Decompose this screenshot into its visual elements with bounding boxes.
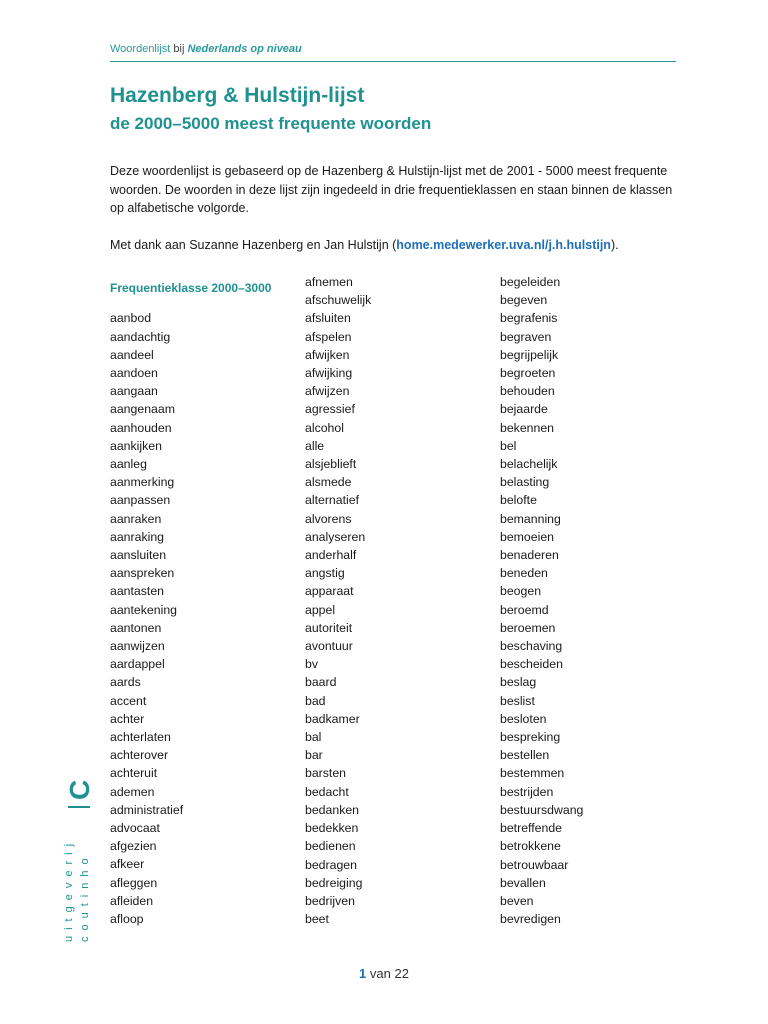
- word-list-item: appel: [305, 602, 336, 617]
- word-list-item: aantonen: [110, 620, 162, 635]
- word-list-item: afspelen: [305, 329, 352, 344]
- word-list-item: betrouwbaar: [500, 857, 569, 872]
- word-list-item: analyseren: [305, 529, 366, 544]
- word-list-item: begrijpelijk: [500, 347, 559, 362]
- word-list-item: afnemen: [305, 275, 353, 289]
- word-list-item: aanhouden: [110, 420, 172, 435]
- word-list-item: betrokkene: [500, 839, 561, 854]
- word-list-item: benaderen: [500, 548, 559, 563]
- word-list-item: beogen: [500, 584, 542, 599]
- word-list-item: aankijken: [110, 438, 162, 453]
- word-list-item: begeven: [500, 293, 548, 308]
- word-list-item: afleiden: [110, 893, 154, 908]
- page-subtitle: de 2000–5000 meest frequente woorden: [110, 114, 432, 133]
- word-list-item: badkamer: [305, 711, 360, 726]
- word-column-2: [305, 273, 485, 928]
- word-list-item: alternatief: [305, 493, 360, 508]
- word-list-item: afleggen: [110, 875, 158, 890]
- word-list-item: bevallen: [500, 875, 546, 890]
- word-list-item: achter: [110, 711, 145, 726]
- word-list-item: aanleg: [110, 457, 147, 472]
- word-list-item: beslag: [500, 675, 537, 690]
- word-list-item: aanpassen: [110, 493, 171, 508]
- word-list-item: achterover: [110, 748, 169, 763]
- frequency-class-heading: Frequentieklasse 2000–3000: [110, 281, 272, 295]
- word-list-item: behouden: [500, 384, 555, 399]
- page-number: [0, 966, 768, 981]
- word-list-item: bedanken: [305, 802, 360, 817]
- word-list-item: betreffende: [500, 821, 562, 836]
- word-list-item: aantekening: [110, 602, 178, 617]
- word-list-item: baard: [305, 675, 337, 690]
- word-list-item: bedrijven: [305, 893, 355, 908]
- word-list-item: apparaat: [305, 584, 354, 599]
- word-list-item: aards: [110, 675, 141, 690]
- word-list-item: bel: [500, 438, 517, 453]
- word-list-item: aanspreken: [110, 566, 175, 581]
- word-list-item: beet: [305, 912, 329, 927]
- word-list-item: aanraking: [110, 529, 165, 544]
- word-list-item: begrafenis: [500, 311, 558, 326]
- thanks-paragraph: [110, 236, 619, 255]
- word-list-item: belasting: [500, 475, 550, 490]
- word-list-item: aandoen: [110, 366, 158, 380]
- word-list-item: aansluiten: [110, 548, 167, 563]
- word-list-item: bestuursdwang: [500, 802, 584, 817]
- word-list-item: avontuur: [305, 639, 353, 654]
- word-list-item: bestemmen: [500, 766, 565, 781]
- word-list-item: afkeer: [110, 857, 145, 872]
- word-list-item: aanraken: [110, 511, 162, 526]
- word-list-item: beroemen: [500, 620, 556, 635]
- intro-paragraph: Deze woordenlijst is gebaseerd op de Hazenberg & Hulstijn-lijst met de 2001 - 5000 meest frequente woorden. De woorden in deze lijst zijn ingedeeld in drie frequentieklassen en staan binnen de klassen op alfabetische volgorde.: [110, 164, 673, 215]
- word-list-item: achteruit: [110, 766, 158, 781]
- word-list-item: bespreking: [500, 730, 561, 745]
- word-list-item: begeleiden: [500, 275, 561, 289]
- word-list-item: beneden: [500, 566, 548, 581]
- word-list-item: bevredigen: [500, 912, 561, 927]
- word-list-item: afwijking: [305, 366, 353, 381]
- word-list-item: beschaving: [500, 639, 563, 654]
- word-list-item: bedacht: [305, 784, 349, 799]
- word-list-item: bescheiden: [500, 657, 563, 672]
- word-list-item: bemoeien: [500, 529, 555, 544]
- word-column-1: [110, 273, 290, 928]
- word-list-item: bedreiging: [305, 875, 363, 890]
- word-list-item: bv: [305, 657, 318, 672]
- word-list-item: belachelijk: [500, 457, 558, 472]
- page-title: Hazenberg & Hulstijn-lijst: [110, 84, 365, 107]
- word-list-item: aanbod: [110, 311, 152, 326]
- word-list-item: besloten: [500, 711, 547, 726]
- word-list-item: bestrijden: [500, 784, 554, 799]
- word-list-item: administratief: [110, 802, 184, 817]
- publisher-name-line2: coutinho: [79, 852, 91, 942]
- word-list-item: barsten: [305, 766, 347, 781]
- word-list-item: begraven: [500, 329, 552, 344]
- word-list-item: anderhalf: [305, 548, 357, 563]
- word-list-item: begroeten: [500, 366, 556, 381]
- word-list-item: afsluiten: [305, 311, 351, 326]
- word-list-item: achterlaten: [110, 730, 171, 745]
- word-list-item: aandeel: [110, 347, 154, 362]
- word-list-item: agressief: [305, 402, 355, 417]
- page-total: van 22: [366, 966, 409, 981]
- thanks-end: ).: [610, 238, 619, 252]
- word-list-item: bedekken: [305, 821, 359, 836]
- word-list-item: afschuwelijk: [305, 293, 372, 308]
- word-list-item: aantasten: [110, 584, 165, 599]
- coutinho-c-icon: C: [64, 779, 95, 800]
- word-list-item: ademen: [110, 784, 155, 799]
- word-list-item: alcohol: [305, 420, 344, 435]
- word-list-item: beslist: [500, 693, 535, 708]
- word-list-item: afwijken: [305, 347, 350, 362]
- source-link[interactable]: home.medewerker.uva.nl/j.h.hulstijn: [396, 238, 611, 252]
- word-list-item: bal: [305, 730, 322, 745]
- current-page: 1: [359, 966, 367, 981]
- publisher-name-line1: uitgeverij: [63, 837, 75, 942]
- word-list-item: bestellen: [500, 748, 550, 763]
- word-list-item: afloop: [110, 912, 144, 927]
- word-list-item: accent: [110, 693, 147, 708]
- word-list-item: alsmede: [305, 475, 352, 490]
- running-head-bij: bij: [170, 43, 188, 55]
- word-list-item: bekennen: [500, 420, 555, 435]
- word-list-item: aandachtig: [110, 329, 171, 344]
- running-head-list: Woordenlijst: [110, 43, 171, 55]
- word-list-item: aardappel: [110, 657, 165, 672]
- logo-divider: [68, 806, 90, 808]
- running-head-book: Nederlands op niveau: [187, 43, 302, 55]
- word-list-item: bad: [305, 693, 326, 708]
- word-list-item: alvorens: [305, 511, 352, 526]
- word-list-item: angstig: [305, 566, 345, 581]
- header-divider: [110, 61, 676, 62]
- thanks-text: Met dank aan Suzanne Hazenberg en Jan Hulstijn (: [110, 238, 397, 252]
- word-list-item: advocaat: [110, 821, 160, 836]
- word-list-item: bedienen: [305, 839, 356, 854]
- word-list-item: alsjeblieft: [305, 457, 357, 472]
- word-list-item: bemanning: [500, 511, 561, 526]
- word-list-item: autoriteit: [305, 620, 353, 635]
- word-column-3: [500, 273, 680, 928]
- word-list-item: bejaarde: [500, 402, 548, 417]
- word-list-item: bar: [305, 748, 323, 763]
- word-list-item: beven: [500, 893, 534, 908]
- word-list-item: afwijzen: [305, 384, 350, 399]
- word-list-item: belofte: [500, 493, 537, 508]
- running-head: [110, 43, 302, 55]
- word-list-item: alle: [305, 438, 325, 453]
- word-list-item: bedragen: [305, 857, 357, 872]
- word-list-item: afgezien: [110, 839, 157, 854]
- publisher-logo: [62, 772, 102, 942]
- word-list-item: beroemd: [500, 602, 549, 617]
- word-list-item: aanmerking: [110, 475, 175, 490]
- word-list-item: aanwijzen: [110, 639, 165, 654]
- word-list-item: aangaan: [110, 384, 158, 399]
- word-list-item: aangenaam: [110, 402, 175, 417]
